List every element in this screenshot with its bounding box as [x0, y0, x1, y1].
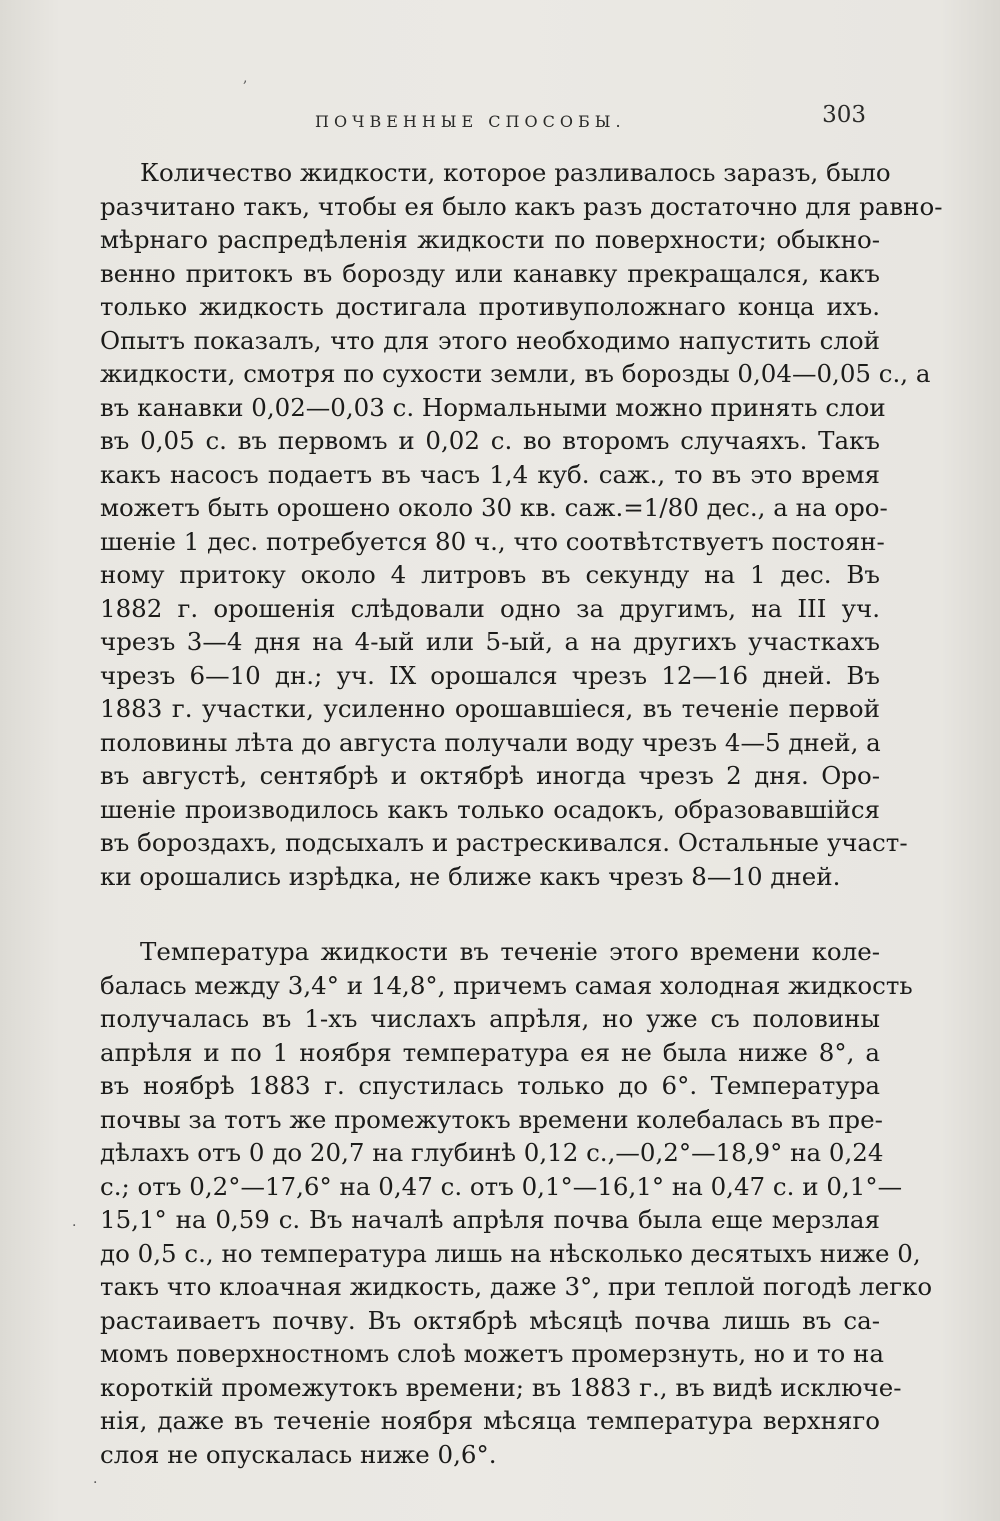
text-line: какъ насосъ подаетъ въ часъ 1,4 куб. саж., то въ это время — [100, 459, 880, 489]
text-line: венно притокъ въ борозду или канавку прекращался, какъ — [100, 258, 880, 288]
text-line: момъ поверхностномъ слоѣ можетъ промерзнуть, но и то на — [100, 1339, 884, 1368]
text-line: мѣрнаго распредѣленія жидкости по поверхности; обыкно- — [100, 225, 880, 254]
paragraph-water-quantity — [100, 156, 943, 893]
text-line: такъ что клоачная жидкость, даже 3°, при теплой погодѣ легко — [100, 1272, 933, 1301]
running-title: ПОЧВЕННЫЕ СПОСОБЫ. — [315, 112, 626, 131]
text-line: почвы за тотъ же промежутокъ времени колебалась въ пре- — [100, 1104, 883, 1134]
text-line: до 0,5 с., но температура лишь на нѣсколько десятыхъ ниже 0, — [100, 1238, 921, 1268]
page-header — [100, 102, 870, 138]
text-line: 15,1° на 0,59 с. Въ началѣ апрѣля почва была еще мерзлая — [100, 1205, 880, 1234]
text-line: слоя не опускалась ниже 0,6°. — [100, 1439, 497, 1469]
text-line: можетъ быть орошено около 30 кв. саж.=1/80 дес., а на оро- — [100, 493, 888, 522]
text-line: ки орошались изрѣдка, не ближе какъ чрезъ 8—10 дней. — [100, 861, 841, 891]
body-text — [100, 156, 943, 1471]
text-line: 1883 г. участки, усиленно орошавшіеся, въ теченіе первой — [100, 694, 880, 723]
print-speck: · — [72, 1218, 77, 1234]
print-speck: · — [93, 1475, 98, 1491]
text-line: получалась въ 1-хъ числахъ апрѣля, но уже съ половины — [100, 1004, 880, 1033]
paragraph-gap — [100, 893, 880, 935]
text-line: половины лѣта до августа получали воду чрезъ 4—5 дней, а — [100, 727, 881, 757]
text-line: Опытъ показалъ, что для этого необходимо напустить слой — [100, 325, 880, 355]
paragraph-temperature — [100, 935, 933, 1471]
text-line: Количество жидкости, которое разливалось заразъ, было — [140, 158, 891, 187]
text-line: нія, даже въ теченіе ноября мѣсяца температура верхняго — [100, 1406, 880, 1435]
text-line: въ канавки 0,02—0,03 с. Нормальными можно принять слои — [100, 392, 886, 422]
text-line: растаиваетъ почву. Въ октябрѣ мѣсяцѣ почва лишь въ са- — [100, 1305, 880, 1335]
text-line: въ августѣ, сентябрѣ и октябрѣ иногда чрезъ 2 дня. Оро- — [100, 761, 880, 790]
text-line: с.; отъ 0,2°—17,6° на 0,47 с. отъ 0,1°—16,1° на 0,47 с. и 0,1°— — [100, 1171, 903, 1201]
text-line: въ бороздахъ, подсыхалъ и растрескивался. Остальные участ- — [100, 828, 908, 857]
text-line: жидкости, смотря по сухости земли, въ борозды 0,04—0,05 с., а — [100, 359, 931, 388]
text-line: шеніе 1 дес. потребуется 80 ч., что соотвѣтствуетъ постоян- — [100, 526, 885, 556]
text-line: въ ноябрѣ 1883 г. спустилась только до 6°. Температура — [100, 1071, 880, 1100]
page-number: 303 — [822, 102, 866, 128]
text-line: ному притоку около 4 литровъ въ секунду на 1 дес. Въ — [100, 560, 880, 589]
text-line: Температура жидкости въ теченіе этого времени коле- — [140, 937, 880, 966]
text-line: дѣлахъ отъ 0 до 20,7 на глубинѣ 0,12 с.,—0,2°—18,9° на 0,24 — [100, 1138, 884, 1167]
text-line: 1882 г. орошенія слѣдовали одно за другимъ, на III уч. — [100, 593, 880, 623]
text-line: короткій промежутокъ времени; въ 1883 г., въ видѣ исключе- — [100, 1372, 902, 1402]
text-line: въ 0,05 с. въ первомъ и 0,02 с. во второмъ случаяхъ. Такъ — [100, 426, 880, 455]
text-line: чрезъ 6—10 дн.; уч. IX орошался чрезъ 12—16 дней. Въ — [100, 660, 880, 690]
text-line: шеніе производилось какъ только осадокъ, образовавшійся — [100, 794, 880, 824]
text-line: апрѣля и по 1 ноября температура ея не была ниже 8°, а — [100, 1037, 880, 1067]
text-line: только жидкость достигала противуположнаго конца ихъ. — [100, 292, 880, 321]
print-speck: , — [243, 70, 248, 86]
text-line: разчитано такъ, чтобы ея было какъ разъ достаточно для равно- — [100, 191, 943, 221]
text-line: балась между 3,4° и 14,8°, причемъ самая холодная жидкость — [100, 970, 913, 1000]
text-line: чрезъ 3—4 дня на 4-ый или 5-ый, а на другихъ участкахъ — [100, 627, 880, 656]
